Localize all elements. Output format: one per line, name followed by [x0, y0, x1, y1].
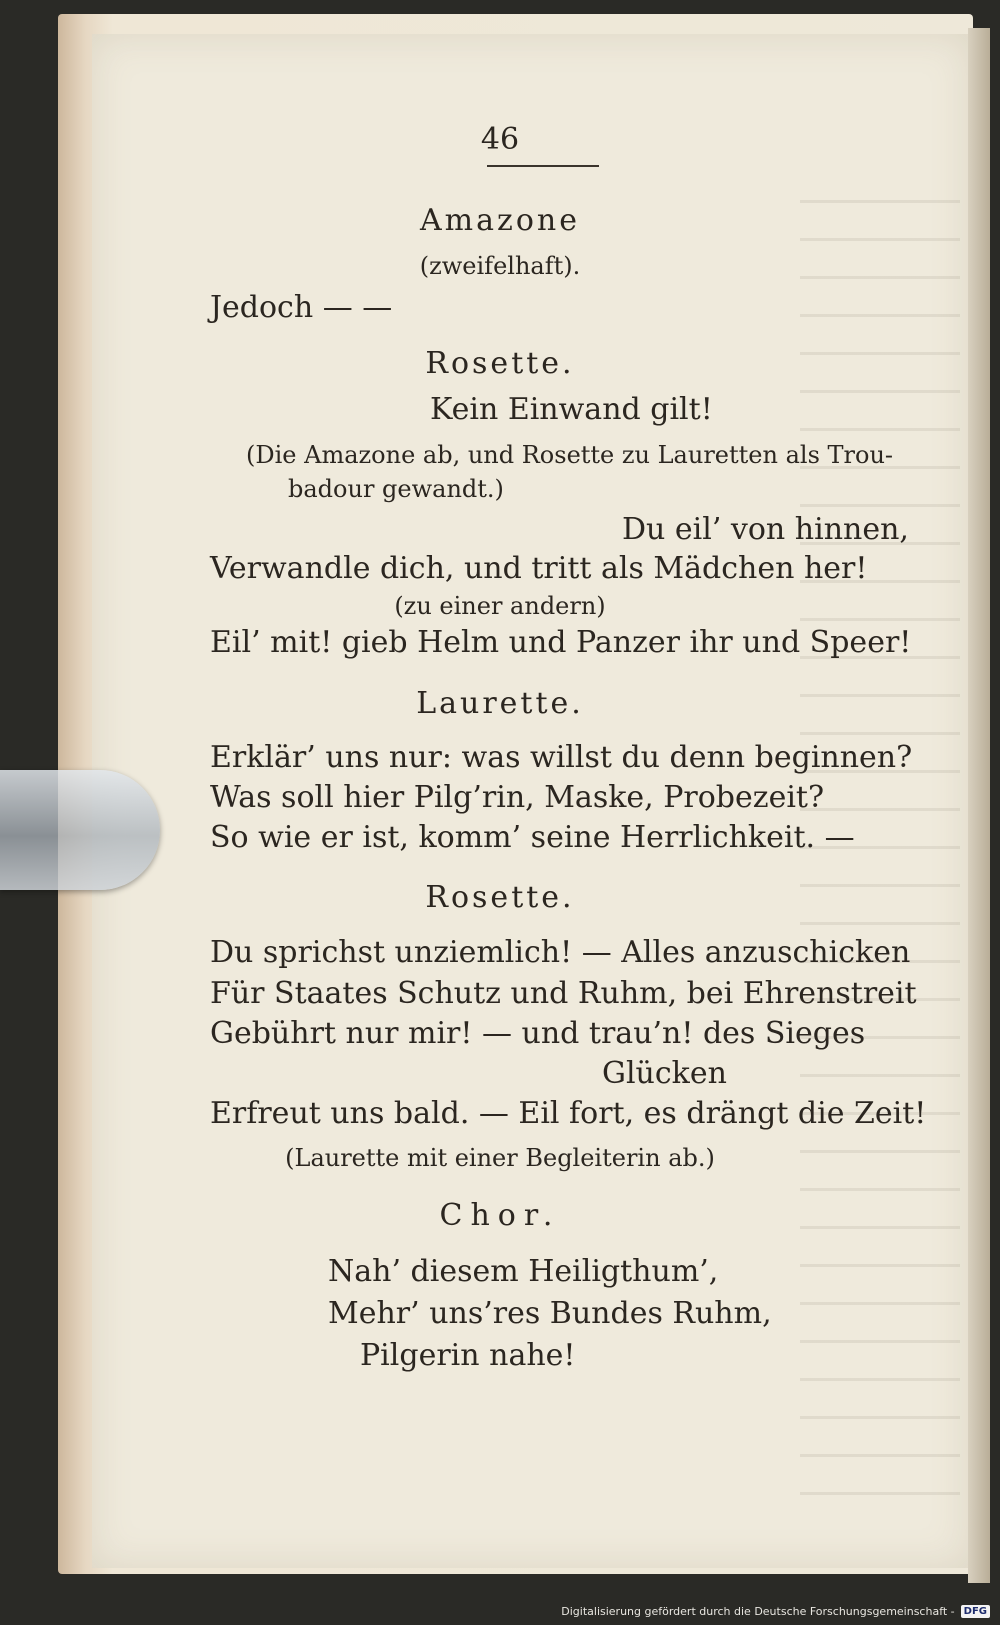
verse-line: Pilgerin nahe! [360, 1338, 576, 1373]
verse-line: Du sprichst unziemlich! — Alles anzuschicken [210, 935, 911, 970]
verse-line: Erklär’ uns nur: was willst du denn beginnen? [210, 740, 913, 775]
verse-line: Verwandle dich, und tritt als Mädchen her! [210, 551, 868, 586]
speaker-laurette: Laurette. [416, 686, 584, 721]
verse-line: Jedoch — — [210, 290, 393, 325]
speaker-rosette: Rosette. [425, 880, 575, 915]
page-number: 46 [480, 122, 520, 157]
stage-direction: (Die Amazone ab, und Rosette zu Lauretten als Trou- [246, 441, 894, 469]
speaker-chor: Chor. [439, 1198, 561, 1233]
verse-line: So wie er ist, komm’ seine Herrlichkeit. — [210, 820, 855, 855]
credit-text: Digitalisierung gefördert durch die Deutsche Forschungsgemeinschaft - [561, 1604, 955, 1618]
speaker-amazone: Amazone [420, 203, 580, 238]
stage-direction: (zu einer andern) [394, 592, 606, 620]
dfg-logo: DFG [961, 1605, 990, 1618]
page-number-rule [487, 165, 599, 167]
verse-line: Du eil’ von hinnen, [622, 512, 909, 547]
speaker-rosette: Rosette. [425, 346, 575, 381]
digitization-credit [561, 1601, 990, 1621]
verse-line-continuation: Glücken [602, 1056, 727, 1091]
verse-line: Für Staates Schutz und Ruhm, bei Ehrenstreit [210, 976, 917, 1011]
verse-line: Kein Einwand gilt! [430, 392, 713, 427]
verse-line: Erfreut uns bald. — Eil fort, es drängt die Zeit! [210, 1096, 927, 1131]
verse-line: Eil’ mit! gieb Helm und Panzer ihr und Speer! [210, 625, 912, 660]
verse-line: Gebührt nur mir! — und trau’n! des Sieges [210, 1016, 866, 1051]
stage-direction: (zweifelhaft). [419, 252, 581, 280]
stage-direction: badour gewandt.) [288, 475, 504, 503]
stage-direction: (Laurette mit einer Begleiterin ab.) [285, 1144, 715, 1172]
verse-line: Nah’ diesem Heiligthum’, [328, 1254, 719, 1289]
verse-line: Was soll hier Pilg’rin, Maske, Probezeit? [210, 780, 825, 815]
verse-line: Mehr’ uns’res Bundes Ruhm, [328, 1296, 772, 1331]
